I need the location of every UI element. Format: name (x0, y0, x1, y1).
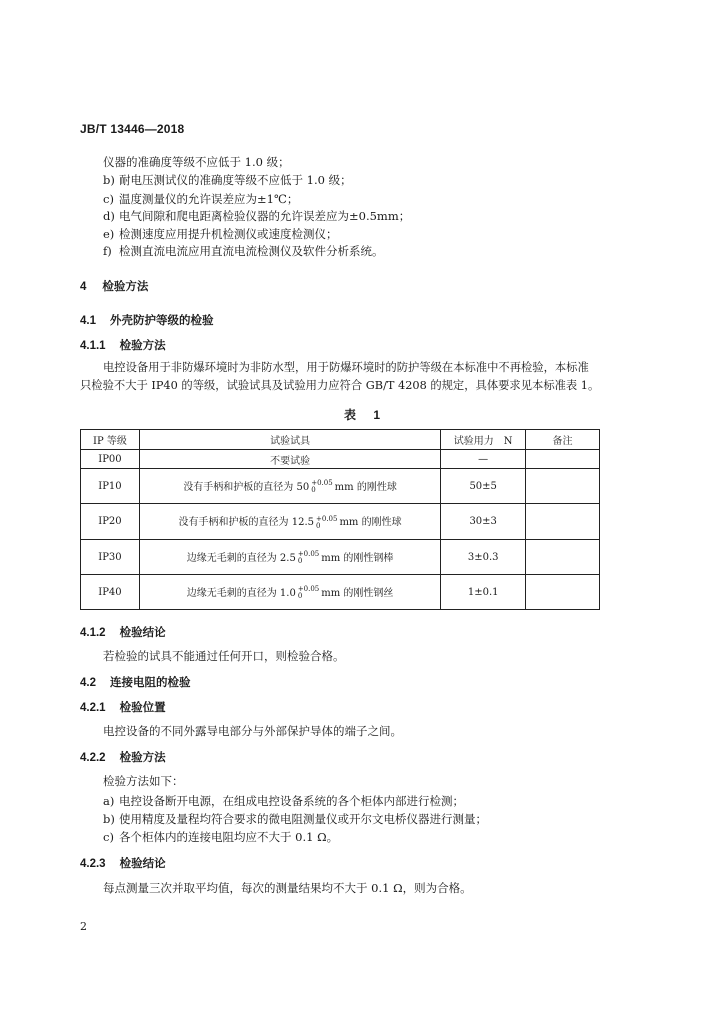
tolerance (316, 516, 337, 530)
section-number: 4.2.2 (80, 752, 106, 764)
list-item (103, 811, 487, 827)
list-text: 检测直流电流应用直流电流检测仪及软件分析系统。 (119, 244, 384, 258)
test-tool-cell (139, 540, 440, 575)
section-heading (80, 674, 191, 690)
list-text: 电控设备断开电源，在组成电控设备系统的各个柜体内部进行检测； (119, 794, 464, 808)
paragraph-line: 每点测量三次并取平均值，每次的测量结果均不大于 0.1 Ω，则为合格。 (103, 881, 472, 895)
tolerance (311, 480, 332, 494)
list-item (103, 208, 410, 224)
section-number: 4.1 (80, 315, 96, 327)
list-item (103, 172, 352, 188)
section-title: 检验方法 (119, 340, 166, 352)
tool-description: 边缘无毛刺的直径为 1.0 (186, 587, 296, 599)
test-force-cell: 30±3 (441, 504, 526, 540)
section-title: 连接电阻的检验 (110, 677, 191, 689)
tool-unit: mm 的刚性钢棒 (321, 552, 394, 564)
table-row (81, 450, 600, 469)
page-number: 2 (80, 920, 87, 933)
tool-unit: mm 的刚性球 (334, 481, 397, 493)
section-heading (80, 337, 166, 353)
column-header: 试验用力 N (441, 430, 526, 450)
tool-description: 没有手柄和护板的直径为 12.5 (178, 517, 314, 529)
table-caption: 表 1 (343, 408, 380, 422)
tolerance-upper: +0.05 (297, 550, 320, 559)
paragraph-line: 只检验不大于 IP40 的等级，试验试具及试验用力应符合 GB/T 4208 的规定，具体要求见本标准表 1。 (80, 379, 600, 392)
section-title: 检验结论 (119, 858, 166, 870)
list-item (103, 191, 298, 207)
section-title: 检验位置 (119, 702, 166, 714)
column-header: IP 等级 (81, 430, 140, 450)
list-text: 检测速度应用提升机检测仪或速度检测仪； (119, 227, 338, 241)
tolerance-lower: 0 (297, 592, 303, 601)
tolerance-upper: +0.05 (297, 585, 320, 594)
intro-line: 仪器的准确度等级不应低于 1.0 级； (103, 155, 290, 169)
list-item (103, 829, 338, 845)
section-title: 外壳防护等级的检验 (110, 315, 214, 327)
note-cell (526, 469, 600, 504)
list-marker: c) (103, 830, 114, 844)
list-marker: b) (103, 812, 115, 826)
tolerance (298, 586, 319, 600)
ip-grade-cell: IP00 (81, 450, 140, 469)
test-tool-cell: 不要试验 (139, 450, 440, 469)
section-number: 4 (80, 281, 87, 293)
tool-description: 边缘无毛刺的直径为 2.5 (186, 552, 296, 564)
list-marker: e) (103, 227, 115, 241)
list-text: 各个柜体内的连接电阻均应不大于 0.1 Ω。 (119, 830, 339, 844)
tolerance-lower: 0 (316, 521, 321, 530)
table-row (81, 575, 600, 610)
section-heading (80, 624, 166, 640)
section-heading (80, 312, 214, 328)
test-tool-cell (139, 504, 440, 540)
tolerance-upper: +0.05 (316, 514, 338, 523)
tolerance (298, 551, 319, 565)
tool-description: 没有手柄和护板的直径为 50 (183, 481, 310, 493)
section-heading (80, 855, 166, 871)
test-tool-cell (139, 469, 440, 504)
list-item (103, 243, 384, 259)
column-header: 试验试具 (139, 430, 440, 450)
table-row (81, 469, 600, 504)
section-number: 4.2 (80, 677, 96, 689)
section-number: 4.2.3 (80, 858, 106, 870)
note-cell (526, 450, 600, 469)
tool-unit: mm 的刚性钢丝 (321, 587, 394, 599)
note-cell (526, 504, 600, 540)
table-row (81, 540, 600, 575)
ip-test-table (80, 429, 600, 610)
test-force-cell: — (441, 450, 526, 469)
test-force-cell: 1±0.1 (441, 575, 526, 610)
tool-unit: mm 的刚性球 (339, 517, 402, 529)
list-marker: f) (103, 244, 112, 258)
section-title: 检验结论 (119, 627, 166, 639)
list-item (103, 226, 338, 242)
test-force-cell: 3±0.3 (441, 540, 526, 575)
ip-grade-cell: IP10 (81, 469, 140, 504)
section-number: 4.2.1 (80, 702, 106, 714)
section-heading (80, 749, 166, 765)
test-force-cell: 50±5 (441, 469, 526, 504)
tolerance-lower: 0 (311, 486, 316, 495)
column-header: 备注 (526, 430, 600, 450)
paragraph-line: 若检验的试具不能通过任何开口，则检验合格。 (103, 649, 345, 663)
list-marker: a) (103, 794, 115, 808)
table-row (81, 504, 600, 540)
paragraph-line: 电控设备用于非防爆环境时为非防水型，用于防爆环境时的防护等级在本标准中不再检验，本标准 (103, 361, 589, 374)
list-text: 使用精度及量程均符合要求的微电阻测量仪或开尔文电桥仪器进行测量； (119, 812, 487, 826)
ip-grade-cell: IP20 (81, 504, 140, 540)
list-item (103, 793, 464, 809)
list-marker: c) (103, 192, 114, 206)
section-number: 4.1.1 (80, 340, 106, 352)
paragraph-line: 电控设备的不同外露导电部分与外部保护导体的端子之间。 (103, 724, 402, 738)
list-marker: d) (103, 209, 115, 223)
tolerance-upper: +0.05 (311, 479, 333, 488)
section-title: 检验方法 (119, 752, 166, 764)
section-heading (80, 278, 148, 294)
tolerance-lower: 0 (297, 557, 303, 566)
standard-number-header: JB/T 13446—2018 (80, 122, 185, 136)
list-text: 耐电压测试仪的准确度等级不应低于 1.0 级； (119, 173, 352, 187)
note-cell (526, 540, 600, 575)
list-text: 电气间隙和爬电距离检验仪器的允许误差应为±0.5mm； (119, 209, 411, 223)
table-header-row (81, 430, 600, 450)
ip-grade-cell: IP40 (81, 575, 140, 610)
section-title: 检验方法 (102, 281, 149, 293)
test-tool-cell (139, 575, 440, 610)
section-heading (80, 699, 166, 715)
list-marker: b) (103, 173, 115, 187)
list-text: 温度测量仪的允许误差应为±1℃； (119, 192, 299, 206)
note-cell (526, 575, 600, 610)
paragraph-line: 检验方法如下： (103, 774, 184, 788)
section-number: 4.1.2 (80, 627, 106, 639)
ip-grade-cell: IP30 (81, 540, 140, 575)
